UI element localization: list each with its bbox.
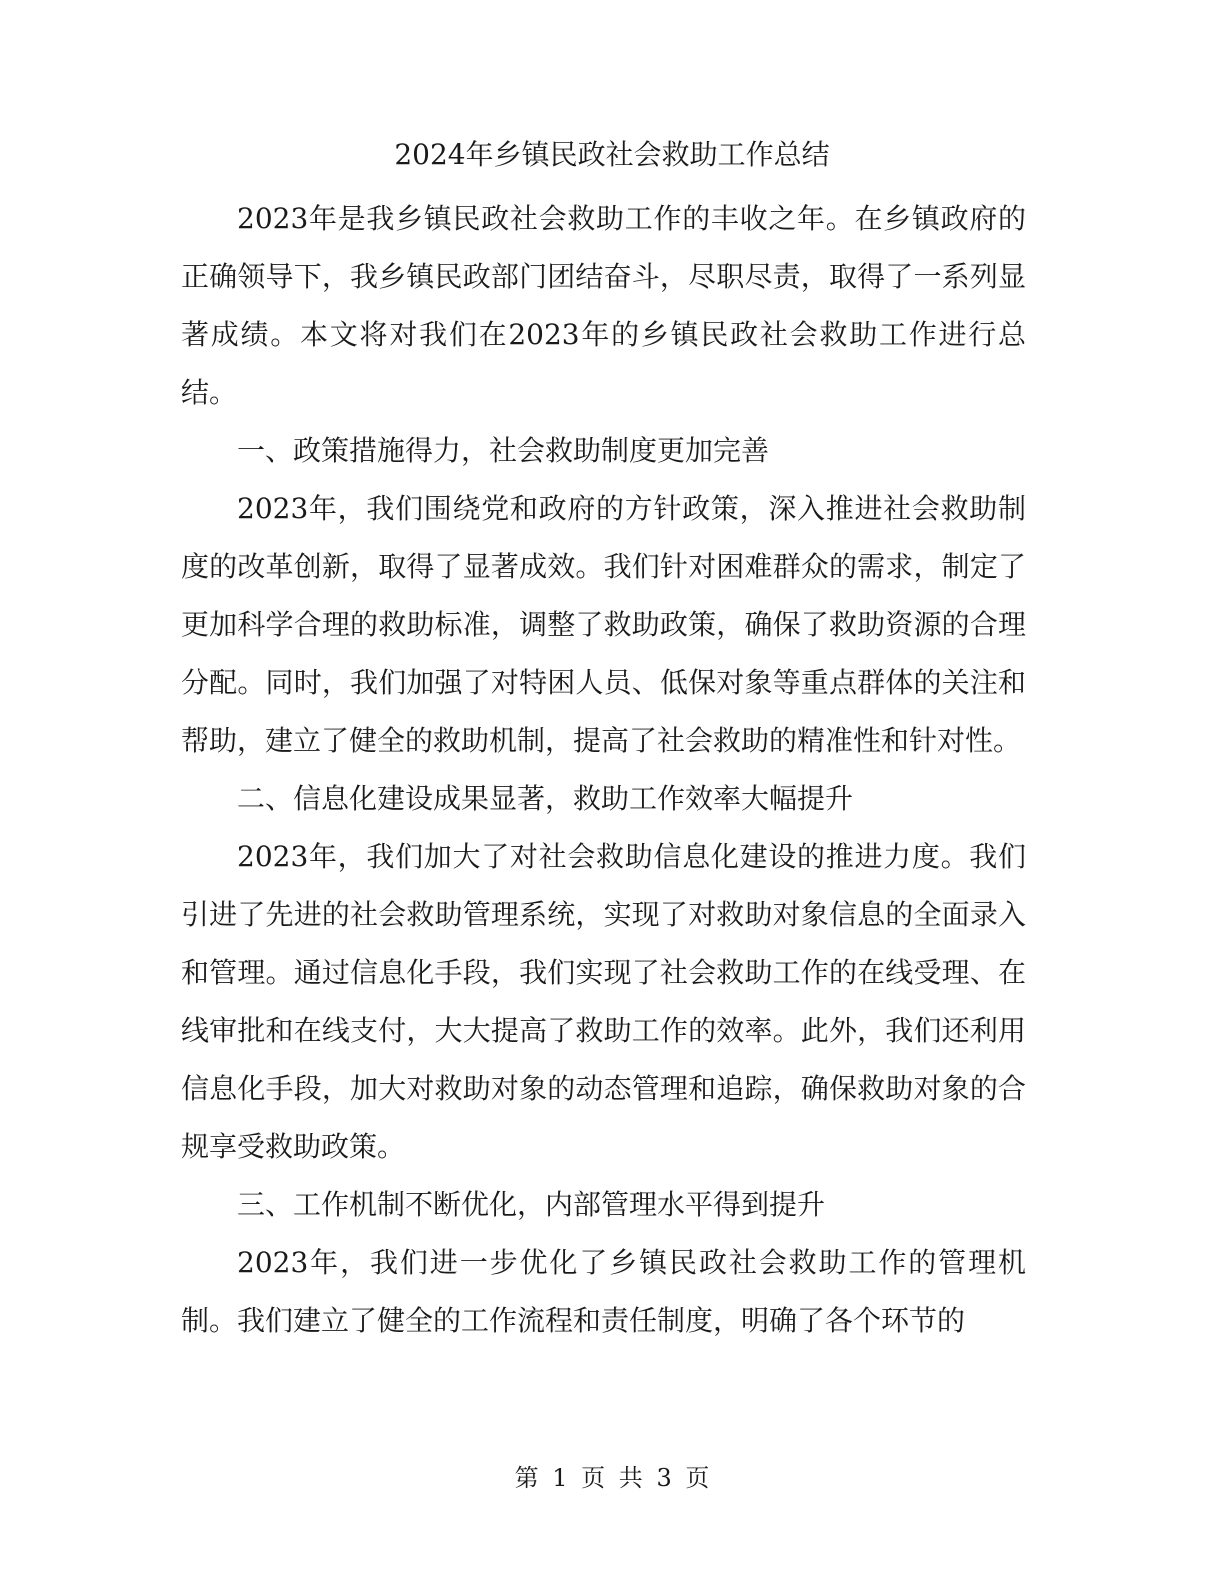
section-heading-1: 一、政策措施得力，社会救助制度更加完善: [237, 434, 770, 467]
section-heading-3: 三、工作机制不断优化，内部管理水平得到提升: [237, 1188, 826, 1221]
paragraph-intro: 2023年是我乡镇民政社会救助工作的丰收之年。在乡镇政府的正确领导下，我乡镇民政部门团结奋斗，尽职尽责，取得了一系列显著成绩。本文将对我们在2023年的乡镇民政社会救助工作进行总结。: [181, 202, 1026, 409]
document-body: [181, 190, 1026, 1350]
paragraph-section-3: 2023年，我们进一步优化了乡镇民政社会救助工作的管理机制。我们建立了健全的工作流程和责任制度，明确了各个环节的: [181, 1246, 1026, 1337]
document-title: 2024年乡镇民政社会救助工作总结: [394, 138, 830, 171]
paragraph-section-1: 2023年，我们围绕党和政府的方针政策，深入推进社会救助制度的改革创新，取得了显著成效。我们针对困难群众的需求，制定了更加科学合理的救助标准，调整了救助政策，确保了救助资源的合理分配。同时，我们加强了对特困人员、低保对象等重点群体的关注和帮助，建立了健全的救助机制，提高了社会救助的精准性和针对性。: [181, 492, 1026, 757]
page-footer: 第 1 页 共 3 页: [514, 1464, 710, 1492]
section-heading-2: 二、信息化建设成果显著，救助工作效率大幅提升: [237, 782, 854, 815]
paragraph-section-2: 2023年，我们加大了对社会救助信息化建设的推进力度。我们引进了先进的社会救助管理系统，实现了对救助对象信息的全面录入和管理。通过信息化手段，我们实现了社会救助工作的在线受理、在线审批和在线支付，大大提高了救助工作的效率。此外，我们还利用信息化手段，加大对救助对象的动态管理和追踪，确保救助对象的合规享受救助政策。: [181, 840, 1026, 1163]
